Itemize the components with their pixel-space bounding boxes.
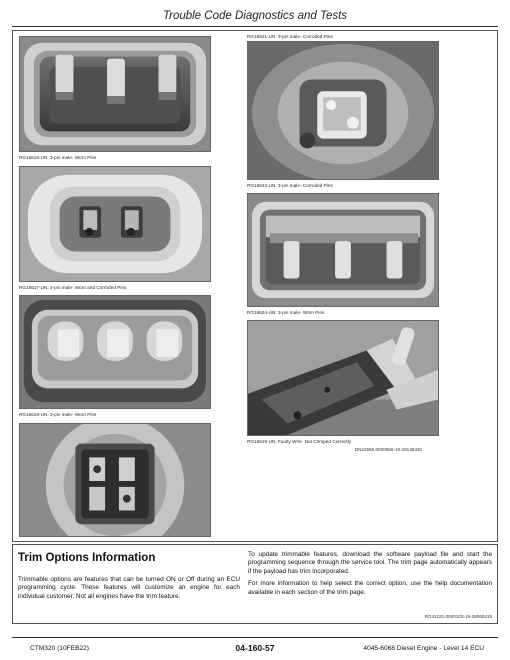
- trim-doc-reference: RG41221,0000103-19-28060418: [424, 614, 492, 619]
- figure-photo-corroded-socket: [19, 423, 211, 537]
- figure-photo-3pin-worn-3: [247, 193, 439, 307]
- figure-caption: RG16624-UN: 3-pin male- Worn Pins: [247, 310, 325, 315]
- trim-options-description: Trimmable options are features that can be turned ON or Off during an ECU programming cycle. These features will customize an engine for each individual customer. Not all engines have the trim feature.: [18, 576, 240, 600]
- figure-caption: RG16617-UN: 2-pin male- Worn and Corroded Pins: [19, 285, 127, 290]
- footer-rule: [12, 637, 498, 638]
- figure-caption: RG16618-UN: 3-pin male- Worn Pins: [19, 412, 97, 417]
- page-header-title: Trouble Code Diagnostics and Tests: [162, 10, 348, 22]
- trim-options-title: Trim Options Information: [18, 552, 156, 564]
- header-rule: [12, 26, 498, 27]
- trim-update-paragraph: To update trimmable features, download the software payload file and start the programming sequence through the service tool. The trim page automatically appears if the payload has trim incorporated.: [248, 551, 492, 575]
- footer-engine-title: 4045-6068 Diesel Engine - Level 14 ECU: [363, 645, 484, 652]
- figure-photo-3pin-corroded: [247, 41, 439, 180]
- figure-photo-3pin-worn-2: [19, 295, 211, 409]
- figure-photo-faulty-wire: [247, 320, 439, 436]
- footer-page-number: 04-160-57: [235, 643, 275, 653]
- figure-caption: RG16621-UN: 3-pin male- Corroded Pins: [247, 34, 333, 39]
- figure-photo-3pin-worn: [19, 36, 211, 152]
- footer-manual-id: CTM320 (10FEB22): [30, 645, 89, 652]
- figure-caption: RG16616-UN: 3-pin male- Worn Pins: [19, 155, 97, 160]
- trim-options-instructions: [248, 551, 492, 601]
- figure-photo-2pin-corroded: [19, 166, 211, 282]
- figure-caption: RG16619-UN: Faulty Wire- Not Crimped Correctly: [247, 439, 352, 444]
- figure-caption: RG16623-UN: 3-pin male- Corroded Pins: [247, 183, 333, 188]
- figure-doc-reference: DN22566,0000656-19-28138420: [354, 447, 422, 452]
- trim-help-paragraph: For more information to help select the correct option, use the help documentation available in each section of the trim page.: [248, 580, 492, 596]
